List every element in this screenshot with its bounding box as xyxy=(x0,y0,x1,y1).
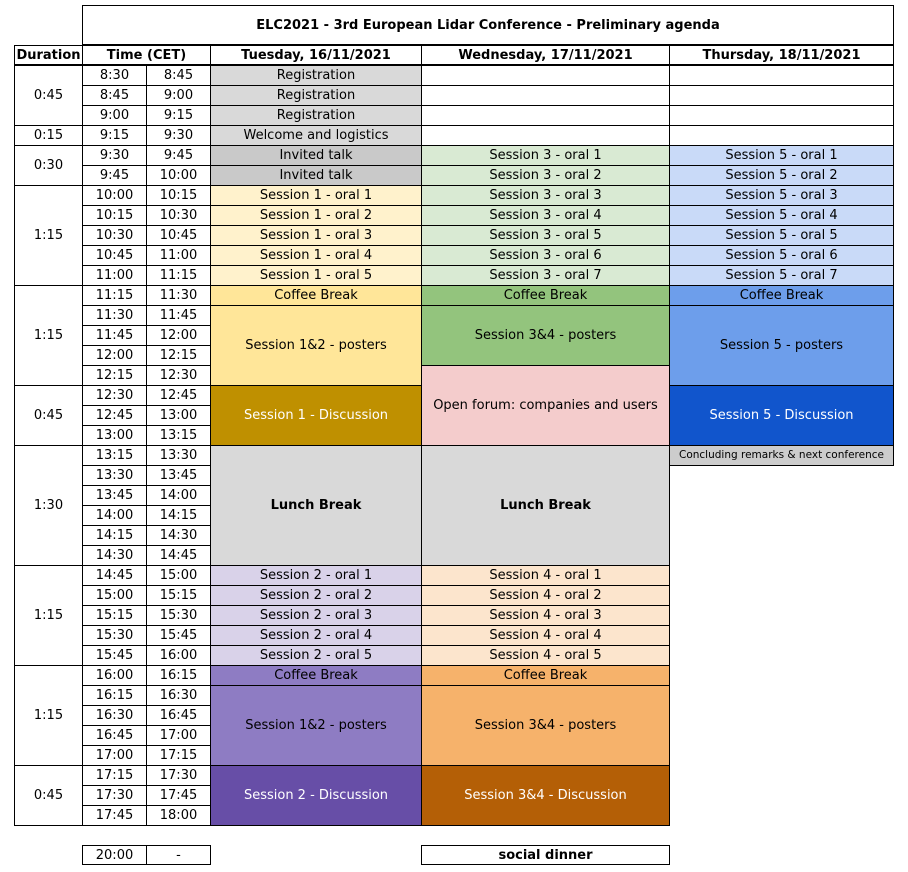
time-end: 9:45 xyxy=(146,145,211,166)
time-start: 12:45 xyxy=(82,405,147,426)
time-start: 17:45 xyxy=(82,805,147,826)
tuesday-slot: Session 2 - oral 1 xyxy=(210,565,422,586)
time-end: 15:00 xyxy=(146,565,211,586)
time-end: 15:15 xyxy=(146,585,211,606)
time-start: 9:30 xyxy=(82,145,147,166)
thursday-slot: Coffee Break xyxy=(669,285,894,306)
duration-cell: 0:45 xyxy=(14,65,83,126)
tuesday-slot: Session 2 - oral 2 xyxy=(210,585,422,606)
wednesday-slot: Session 4 - oral 5 xyxy=(421,645,670,666)
time-end: 13:00 xyxy=(146,405,211,426)
wednesday-slot: Session 3&4 - posters xyxy=(421,305,670,366)
time-end: 12:45 xyxy=(146,385,211,406)
time-end: 9:00 xyxy=(146,85,211,106)
wednesday-empty-slot xyxy=(421,105,670,126)
time-start: 12:15 xyxy=(82,365,147,386)
duration-cell: 1:15 xyxy=(14,565,83,666)
time-start: 14:45 xyxy=(82,565,147,586)
wednesday-slot: Session 3 - oral 4 xyxy=(421,205,670,226)
wednesday-slot: Session 3 - oral 6 xyxy=(421,245,670,266)
time-start: 8:45 xyxy=(82,85,147,106)
time-start: 17:15 xyxy=(82,765,147,786)
time-end: 10:30 xyxy=(146,205,211,226)
thursday-slot: Session 5 - oral 4 xyxy=(669,205,894,226)
thursday-slot: Concluding remarks & next conference xyxy=(669,445,894,466)
time-end: 18:00 xyxy=(146,805,211,826)
thursday-slot: Session 5 - posters xyxy=(669,305,894,386)
wednesday-slot: Lunch Break xyxy=(421,445,670,566)
time-end: 17:45 xyxy=(146,785,211,806)
wednesday-slot: Session 3&4 - Discussion xyxy=(421,765,670,826)
time-end: 11:30 xyxy=(146,285,211,306)
time-end: 10:00 xyxy=(146,165,211,186)
wednesday-slot: Coffee Break xyxy=(421,285,670,306)
time-start: 15:30 xyxy=(82,625,147,646)
time-start: 10:15 xyxy=(82,205,147,226)
time-end: 11:15 xyxy=(146,265,211,286)
tuesday-slot: Coffee Break xyxy=(210,665,422,686)
tuesday-slot: Lunch Break xyxy=(210,445,422,566)
duration-cell: 1:15 xyxy=(14,285,83,386)
time-start: 17:00 xyxy=(82,745,147,766)
thursday-slot: Session 5 - oral 6 xyxy=(669,245,894,266)
tuesday-slot: Session 1&2 - posters xyxy=(210,685,422,766)
time-end: 14:30 xyxy=(146,525,211,546)
header-wednesday: Wednesday, 17/11/2021 xyxy=(421,45,670,65)
time-end: 8:45 xyxy=(146,65,211,86)
time-start: 10:30 xyxy=(82,225,147,246)
duration-cell: 0:30 xyxy=(14,145,83,186)
time-end: 17:15 xyxy=(146,745,211,766)
time-start: 11:45 xyxy=(82,325,147,346)
thursday-empty-slot xyxy=(669,65,894,86)
tuesday-slot: Session 2 - oral 4 xyxy=(210,625,422,646)
thursday-slot: Session 5 - oral 1 xyxy=(669,145,894,166)
duration-cell: 0:15 xyxy=(14,125,83,146)
tuesday-slot: Coffee Break xyxy=(210,285,422,306)
wednesday-slot: Session 3 - oral 5 xyxy=(421,225,670,246)
time-end: 13:15 xyxy=(146,425,211,446)
tuesday-slot: Invited talk xyxy=(210,165,422,186)
time-start: 12:30 xyxy=(82,385,147,406)
dinner-label: social dinner xyxy=(421,845,670,865)
time-start: 9:00 xyxy=(82,105,147,126)
time-start: 12:00 xyxy=(82,345,147,366)
time-start: 13:15 xyxy=(82,445,147,466)
wednesday-slot: Session 4 - oral 3 xyxy=(421,605,670,626)
dinner-time: 20:00 xyxy=(82,845,147,865)
duration-cell: 0:45 xyxy=(14,385,83,446)
time-start: 14:15 xyxy=(82,525,147,546)
tuesday-slot: Session 2 - oral 3 xyxy=(210,605,422,626)
agenda-title: ELC2021 - 3rd European Lidar Conference - Preliminary agenda xyxy=(82,5,894,45)
tuesday-slot: Session 1 - oral 4 xyxy=(210,245,422,266)
thursday-slot: Session 5 - oral 3 xyxy=(669,185,894,206)
time-start: 11:00 xyxy=(82,265,147,286)
time-end: 15:30 xyxy=(146,605,211,626)
time-end: 14:45 xyxy=(146,545,211,566)
time-end: 10:45 xyxy=(146,225,211,246)
thursday-empty-slot xyxy=(669,85,894,106)
thursday-empty-slot xyxy=(669,125,894,146)
thursday-slot: Session 5 - Discussion xyxy=(669,385,894,446)
tuesday-slot: Welcome and logistics xyxy=(210,125,422,146)
time-end: 12:00 xyxy=(146,325,211,346)
time-start: 16:15 xyxy=(82,685,147,706)
wednesday-slot: Session 3 - oral 2 xyxy=(421,165,670,186)
time-end: 14:00 xyxy=(146,485,211,506)
time-end: 14:15 xyxy=(146,505,211,526)
time-end: 9:15 xyxy=(146,105,211,126)
time-end: 12:15 xyxy=(146,345,211,366)
tuesday-slot: Registration xyxy=(210,105,422,126)
thursday-slot: Session 5 - oral 5 xyxy=(669,225,894,246)
wednesday-slot: Session 4 - oral 4 xyxy=(421,625,670,646)
duration-cell: 1:30 xyxy=(14,445,83,566)
tuesday-slot: Session 2 - oral 5 xyxy=(210,645,422,666)
wednesday-slot: Open forum: companies and users xyxy=(421,365,670,446)
tuesday-slot: Session 1 - oral 1 xyxy=(210,185,422,206)
time-start: 16:00 xyxy=(82,665,147,686)
time-start: 13:45 xyxy=(82,485,147,506)
time-end: 16:00 xyxy=(146,645,211,666)
time-start: 10:00 xyxy=(82,185,147,206)
tuesday-slot: Session 2 - Discussion xyxy=(210,765,422,826)
time-start: 16:30 xyxy=(82,705,147,726)
thursday-slot: Session 5 - oral 2 xyxy=(669,165,894,186)
wednesday-slot: Coffee Break xyxy=(421,665,670,686)
time-start: 8:30 xyxy=(82,65,147,86)
time-start: 15:45 xyxy=(82,645,147,666)
tuesday-slot: Registration xyxy=(210,85,422,106)
time-start: 14:30 xyxy=(82,545,147,566)
thursday-slot: Session 5 - oral 7 xyxy=(669,265,894,286)
time-start: 13:00 xyxy=(82,425,147,446)
wednesday-slot: Session 3 - oral 1 xyxy=(421,145,670,166)
time-end: 17:00 xyxy=(146,725,211,746)
wednesday-empty-slot xyxy=(421,125,670,146)
time-end: 12:30 xyxy=(146,365,211,386)
header-duration: Duration xyxy=(14,45,83,65)
duration-cell: 1:15 xyxy=(14,665,83,766)
time-end: 9:30 xyxy=(146,125,211,146)
time-start: 14:00 xyxy=(82,505,147,526)
header-tuesday: Tuesday, 16/11/2021 xyxy=(210,45,422,65)
time-start: 10:45 xyxy=(82,245,147,266)
tuesday-slot: Session 1 - oral 5 xyxy=(210,265,422,286)
time-end: 16:45 xyxy=(146,705,211,726)
wednesday-empty-slot xyxy=(421,85,670,106)
time-end: 16:15 xyxy=(146,665,211,686)
time-end: 10:15 xyxy=(146,185,211,206)
duration-cell: 0:45 xyxy=(14,765,83,826)
time-start: 11:30 xyxy=(82,305,147,326)
wednesday-slot: Session 4 - oral 2 xyxy=(421,585,670,606)
wednesday-slot: Session 4 - oral 1 xyxy=(421,565,670,586)
thursday-empty-slot xyxy=(669,105,894,126)
wednesday-slot: Session 3 - oral 3 xyxy=(421,185,670,206)
time-end: 16:30 xyxy=(146,685,211,706)
header-time: Time (CET) xyxy=(82,45,211,65)
duration-cell: 1:15 xyxy=(14,185,83,286)
wednesday-slot: Session 3&4 - posters xyxy=(421,685,670,766)
header-thursday: Thursday, 18/11/2021 xyxy=(669,45,894,65)
time-start: 9:15 xyxy=(82,125,147,146)
time-start: 15:00 xyxy=(82,585,147,606)
time-end: 13:45 xyxy=(146,465,211,486)
time-start: 16:45 xyxy=(82,725,147,746)
tuesday-slot: Invited talk xyxy=(210,145,422,166)
time-end: 17:30 xyxy=(146,765,211,786)
time-start: 15:15 xyxy=(82,605,147,626)
tuesday-slot: Session 1 - oral 3 xyxy=(210,225,422,246)
dinner-end: - xyxy=(146,845,211,865)
tuesday-slot: Session 1 - Discussion xyxy=(210,385,422,446)
time-start: 13:30 xyxy=(82,465,147,486)
time-end: 15:45 xyxy=(146,625,211,646)
time-end: 13:30 xyxy=(146,445,211,466)
time-start: 17:30 xyxy=(82,785,147,806)
time-end: 11:00 xyxy=(146,245,211,266)
tuesday-slot: Session 1 - oral 2 xyxy=(210,205,422,226)
tuesday-slot: Session 1&2 - posters xyxy=(210,305,422,386)
time-start: 11:15 xyxy=(82,285,147,306)
wednesday-slot: Session 3 - oral 7 xyxy=(421,265,670,286)
tuesday-slot: Registration xyxy=(210,65,422,86)
time-start: 9:45 xyxy=(82,165,147,186)
wednesday-empty-slot xyxy=(421,65,670,86)
time-end: 11:45 xyxy=(146,305,211,326)
